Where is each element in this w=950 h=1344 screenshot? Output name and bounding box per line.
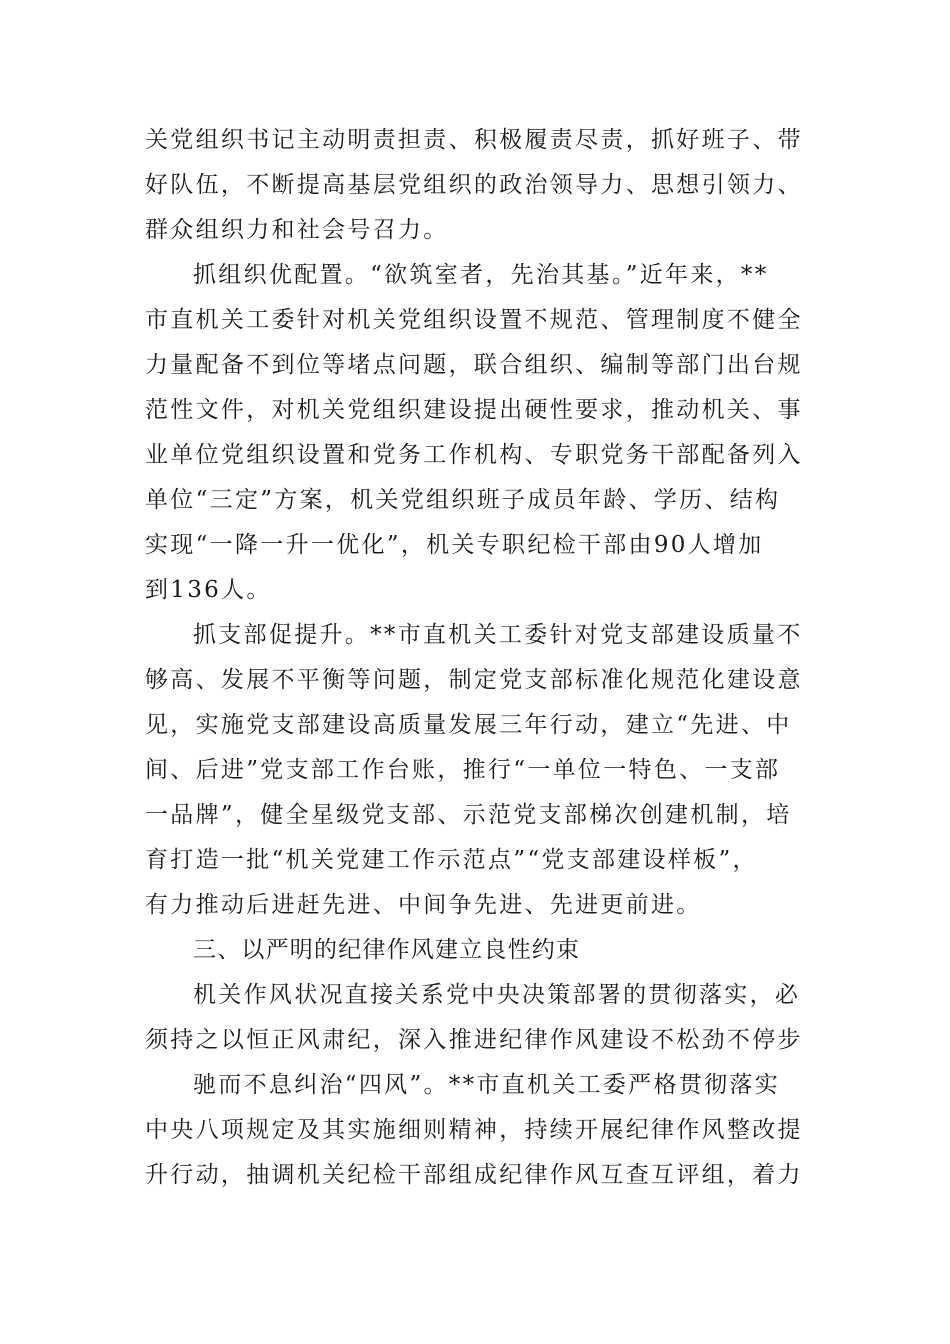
text-line: 群众组织力和社会号召力。 (145, 217, 449, 243)
text-line: 升行动，抽调机关纪检干部组成纪律作风互查互评组，着力 (145, 1162, 803, 1188)
text-line: 单位“三定”方案，机关党组织班子成员年龄、学历、结构 (145, 487, 781, 513)
text-line: 中央八项规定及其实施细则精神，持续开展纪律作风整改提 (145, 1117, 803, 1143)
paragraph-start-line: 机关作风状况直接关系党中央决策部署的贯彻落实，必 (193, 982, 801, 1008)
text-line: 育打造一批“机关党建工作示范点”“党支部建设样板”， (145, 847, 758, 873)
body-text (145, 118, 810, 1198)
text-line: 关党组织书记主动明责担责、积极履责尽责，抓好班子、带 (145, 127, 803, 153)
text-line: 须持之以恒正风肃纪，深入推进纪律作风建设不松劲不停步 (145, 1027, 803, 1053)
paragraph-start-line: 驰而不息纠治“四风”。**市直机关工委严格贯彻落实 (193, 1072, 781, 1098)
text-line: 好队伍，不断提高基层党组织的政治领导力、思想引领力、 (145, 172, 803, 198)
text-line: 够高、发展不平衡等问题，制定党支部标准化规范化建设意 (145, 667, 803, 693)
text-line: 实现“一降一升一优化”，机关专职纪检干部由90人增加 (145, 532, 764, 558)
text-line: 范性文件，对机关党组织建设提出硬性要求，推动机关、事 (145, 397, 803, 423)
text-line: 市直机关工委针对机关党组织设置不规范、管理制度不健全 (145, 307, 803, 333)
paragraph-start-line: 抓支部促提升。**市直机关工委针对党支部建设质量不 (193, 622, 803, 648)
text-line: 一品牌”，健全星级党支部、示范党支部梯次创建机制，培 (145, 802, 792, 828)
text-line: 间、后进”党支部工作台账，推行“一单位一特色、一支部 (145, 757, 781, 783)
text-line: 业单位党组织设置和党务工作机构、专职党务干部配备列入 (145, 442, 803, 468)
text-line: 见，实施党支部建设高质量发展三年行动，建立“先进、中 (145, 712, 792, 738)
section-heading: 三、以严明的纪律作风建立良性约束 (193, 937, 581, 963)
text-line: 力量配备不到位等堵点问题，联合组织、编制等部门出台规 (145, 352, 803, 378)
paragraph-start-line: 抓组织优配置。“欲筑室者，先治其基。”近年来，** (193, 262, 769, 288)
text-line: 有力推动后进赶先进、中间争先进、先进更前进。 (145, 892, 702, 918)
text-line: 到136人。 (145, 577, 272, 603)
